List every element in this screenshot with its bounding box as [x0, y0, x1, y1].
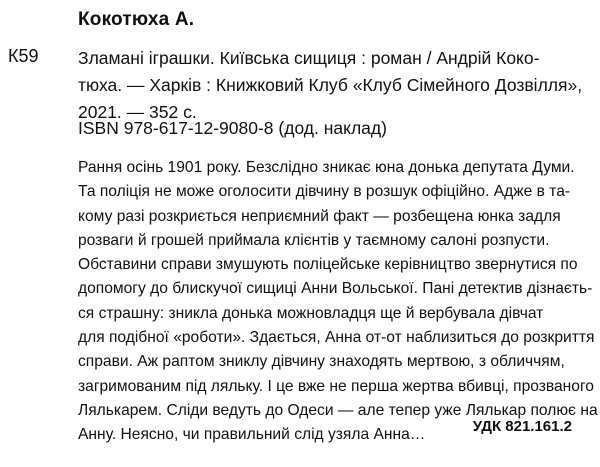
annotation-line: Лялькарем. Сліди ведуть до Одеси — але тепер уже Лялькар полює на: [78, 401, 598, 419]
annotation-line: Анну. Неясно, чи правильний слід узяла Анна…: [78, 426, 426, 444]
annotation-line: Та поліція не може оголосити дівчину в розшук офіційно. Адже в та-: [78, 183, 571, 201]
author-code: К59: [8, 46, 39, 66]
annotation: [78, 156, 598, 448]
biblio-line: Зламані іграшки. Київська сищиця : роман / Андрій Коко-: [78, 48, 540, 68]
author-name: Кокотюха А.: [78, 9, 195, 30]
annotation-line: розваги й грошей приймала клієнтів у таємному салоні розпусти.: [78, 231, 550, 249]
annotation-line: Обставини справи змушують поліцейське керівництво звернутися по: [78, 256, 578, 274]
annotation-line: ся страшну: зникла донька можновладця ще й вербувала дівчат: [78, 304, 544, 322]
annotation-line: кому разі розкриється неприємний факт — розбещена юнка задля: [78, 207, 561, 225]
annotation-line: справи. Аж раптом зниклу дівчину знаходять мертвою, з обличчям,: [78, 353, 565, 371]
isbn: ISBN 978-617-12-9080-8 (дод. наклад): [78, 118, 387, 138]
biblio-line: тюха. — Харків : Книжковий Клуб «Клуб Сімейного Дозвілля»,: [78, 75, 583, 95]
udk-code: УДК 821.161.2: [472, 418, 572, 435]
annotation-line: допомогу до блискучої сищиці Анни Вольської. Пані детектив дізнаєть-: [78, 280, 593, 298]
annotation-line: загримованим під ляльку. І це вже не перша жертва вбивці, прозваного: [78, 377, 594, 395]
biblio-line: 2021. — 352 с.: [78, 102, 197, 122]
bibliographic-description: [78, 45, 588, 126]
annotation-line: Рання осінь 1901 року. Безслідно зникає юна донька депутата Думи.: [78, 159, 575, 176]
annotation-line: для подібної «роботи». Здається, Анна от-от наблизиться до розкриття: [78, 329, 595, 347]
